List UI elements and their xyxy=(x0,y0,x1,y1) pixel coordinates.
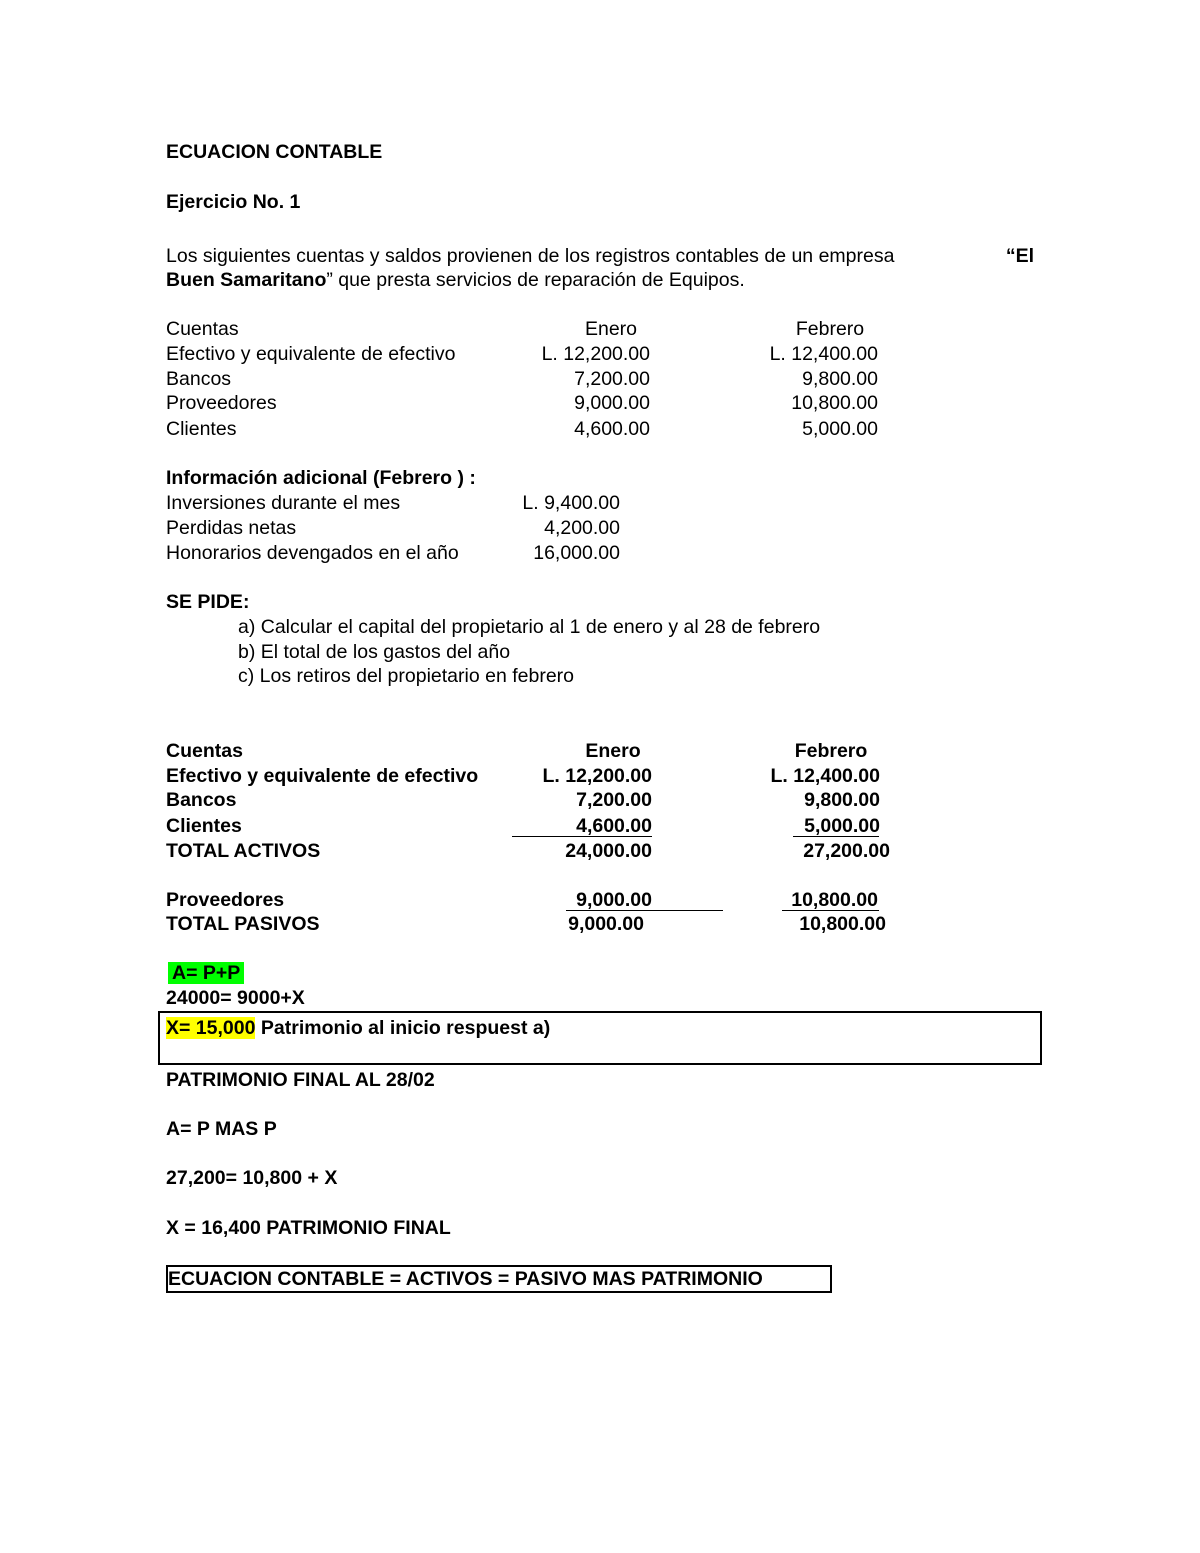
table1-row-febrero: 9,800.00 xyxy=(802,368,878,390)
additional-row-value: 4,200.00 xyxy=(544,517,620,539)
table1-row-febrero: 10,800.00 xyxy=(791,392,878,414)
total-liabilities-label: TOTAL PASIVOS xyxy=(166,913,320,935)
table1-row-name: Efectivo y equivalente de efectivo xyxy=(166,343,456,365)
equation-step-2: 27,200= 10,800 + X xyxy=(166,1167,338,1189)
table2-asset-febrero: L. 12,400.00 xyxy=(770,765,880,787)
equation-step-1: 24000= 9000+X xyxy=(166,987,305,1009)
table2-asset-name: Bancos xyxy=(166,789,237,811)
total-assets-enero: 24,000.00 xyxy=(565,840,652,862)
formula-label xyxy=(168,961,244,985)
final-equity-heading: PATRIMONIO FINAL AL 28/02 xyxy=(166,1069,435,1091)
table2-asset-name: Clientes xyxy=(166,815,242,837)
table1-row-enero: 7,200.00 xyxy=(574,368,650,390)
total-assets-febrero: 27,200.00 xyxy=(803,840,890,862)
table1-row-enero: 9,000.00 xyxy=(574,392,650,414)
proveedores-enero-underline xyxy=(566,910,723,911)
additional-row-name: Honorarios devengados en el año xyxy=(166,542,459,564)
answer-text: Patrimonio al inicio respuest a) xyxy=(255,1017,551,1039)
table2-asset-enero: 4,600.00 xyxy=(576,815,652,837)
total-assets-label: TOTAL ACTIVOS xyxy=(166,840,321,862)
document-title: ECUACION CONTABLE xyxy=(166,141,383,163)
table2-header-enero: Enero xyxy=(585,740,641,762)
additional-row-name: Inversiones durante el mes xyxy=(166,492,401,514)
final-equity-result: X = 16,400 PATRIMONIO FINAL xyxy=(166,1217,451,1239)
clientes-febrero-underline xyxy=(793,836,879,837)
table1-header-enero: Enero xyxy=(584,318,638,340)
request-heading: SE PIDE: xyxy=(166,591,250,613)
table2-header-cuentas: Cuentas xyxy=(166,740,243,762)
table2-asset-febrero: 9,800.00 xyxy=(804,789,880,811)
clientes-enero-underline xyxy=(512,836,652,837)
formula-highlight: A= P+P xyxy=(168,962,244,984)
table2-liability-enero: 9,000.00 xyxy=(576,889,652,911)
intro-text-end: ” que presta servicios de reparación de Equipos. xyxy=(326,269,745,291)
intro-line-2 xyxy=(166,268,745,292)
intro-line-1 xyxy=(166,244,1034,268)
table2-header-febrero: Febrero xyxy=(794,740,868,762)
formula-2: A= P MAS P xyxy=(166,1118,277,1140)
table1-row-name: Proveedores xyxy=(166,392,277,414)
table2-asset-enero: 7,200.00 xyxy=(576,789,652,811)
table1-row-enero: L. 12,200.00 xyxy=(541,343,650,365)
request-item: c) Los retiros del propietario en febrero xyxy=(238,665,575,687)
table2-liability-name: Proveedores xyxy=(166,889,285,911)
table1-row-enero: 4,600.00 xyxy=(574,418,650,440)
exercise-heading: Ejercicio No. 1 xyxy=(166,191,301,213)
answer-line xyxy=(166,1016,550,1040)
additional-row-value: L. 9,400.00 xyxy=(522,492,620,514)
table2-liability-febrero: 10,800.00 xyxy=(791,889,878,911)
additional-row-value: 16,000.00 xyxy=(533,542,620,564)
table1-row-febrero: 5,000.00 xyxy=(802,418,878,440)
table1-row-name: Clientes xyxy=(166,418,237,440)
intro-company-start: “El xyxy=(1005,245,1034,267)
table2-asset-enero: L. 12,200.00 xyxy=(542,765,652,787)
request-item: b) El total de los gastos del año xyxy=(238,641,511,663)
accounting-equation: ECUACION CONTABLE = ACTIVOS = PASIVO MAS PATRIMONIO xyxy=(168,1268,763,1290)
table1-header-cuentas: Cuentas xyxy=(166,318,239,340)
table1-header-febrero: Febrero xyxy=(795,318,865,340)
additional-row-name: Perdidas netas xyxy=(166,517,297,539)
table2-asset-febrero: 5,000.00 xyxy=(804,815,880,837)
total-liabilities-febrero: 10,800.00 xyxy=(799,913,886,935)
proveedores-febrero-underline xyxy=(782,910,879,911)
intro-text: Los siguientes cuentas y saldos provienen de los registros contables de un empresa xyxy=(166,245,895,267)
table2-asset-name: Efectivo y equivalente de efectivo xyxy=(166,765,479,787)
answer-highlight: X= 15,000 xyxy=(166,1017,256,1039)
table1-row-febrero: L. 12,400.00 xyxy=(769,343,878,365)
intro-company-name: Buen Samaritano xyxy=(166,269,327,291)
request-item: a) Calcular el capital del propietario al 1 de enero y al 28 de febrero xyxy=(238,616,821,638)
additional-heading: Información adicional (Febrero ) : xyxy=(166,467,476,489)
total-liabilities-enero: 9,000.00 xyxy=(568,913,644,935)
table1-row-name: Bancos xyxy=(166,368,232,390)
